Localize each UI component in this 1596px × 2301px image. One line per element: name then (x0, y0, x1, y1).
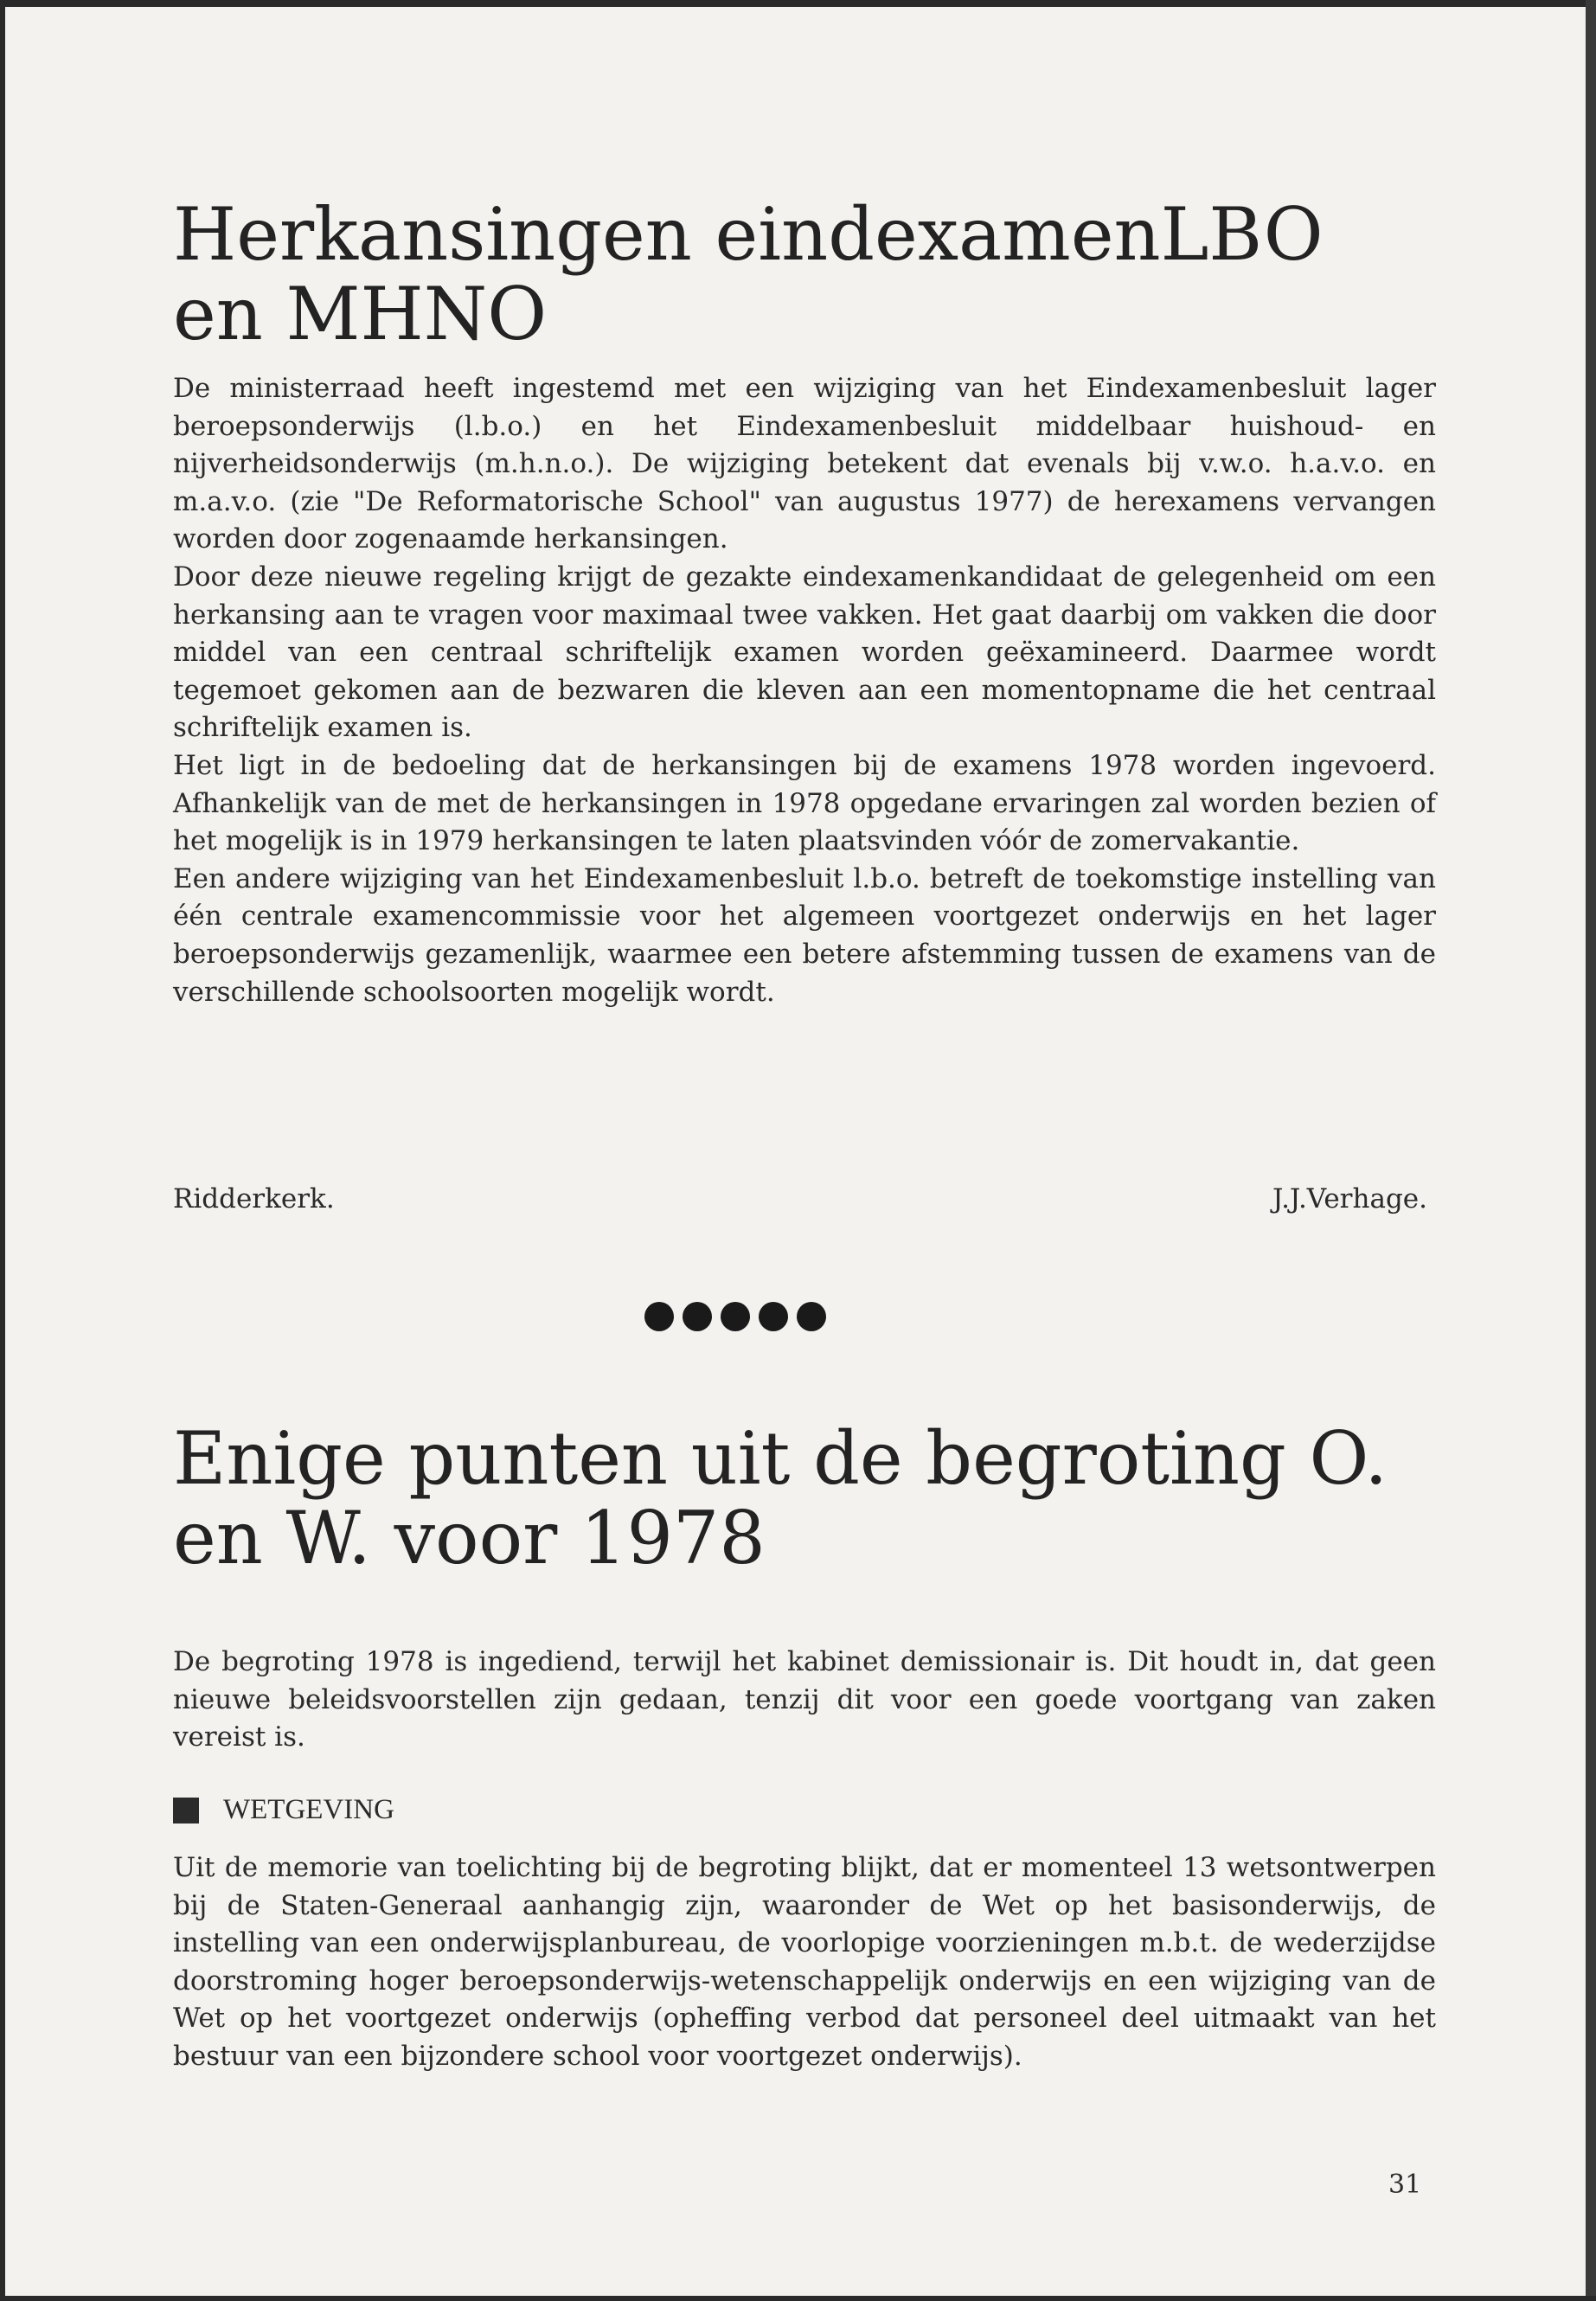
page-number: 31 (1388, 2170, 1422, 2200)
article-1-paragraph: Het ligt in de bedoeling dat de herkansingen bij de examens 1978 worden ingevoerd. Afhankelijk van de met de herkansingen in 1978 opgedane ervaringen zal worden bezien of het mogelijk is in 1979 herkansingen te laten plaatsvinden vóór de zomervakantie. (173, 749, 1436, 857)
page-border-left (0, 0, 5, 2301)
article-1-author: J.J.Verhage. (1272, 1183, 1427, 1215)
article-2-title: Enige punten uit de begroting O. en W. voor 1978 (173, 1416, 1388, 1580)
article-2-section-body (173, 1849, 1436, 2076)
article-1-body (173, 370, 1436, 1011)
article-2-intro (173, 1644, 1436, 1757)
article-2-section-text: Uit de memorie van toelichting bij de begroting blijkt, dat er momenteel 13 wetsontwerpen bij de Staten-Generaal aanhangig zijn, waaronder de Wet op het basisonderwijs, de instelling van een onderwijsplanbureau, de voorlopige voorzieningen m.b.t. de wederzijdse doorstroming hoger beroepsonderwijs-wetenschappelijk onderwijs en een wijziging van de Wet op het voortgezet onderwijs (opheffing verbod dat personeel deel uitmaakt van het bestuur van een bijzondere school voor voortgezet onderwijs). (173, 1852, 1436, 2072)
article-1-paragraph: Door deze nieuwe regeling krijgt de gezakte eindexamenkandidaat de gelegenheid om een herkansing aan te vragen voor maximaal twee vakken. Het gaat daarbij om vakken die door middel van een centraal schriftelijk examen worden geëxamineerd. Daarmee wordt tegemoet gekomen aan de bezwaren die kleven aan een momentopname die het centraal schriftelijk examen is. (173, 561, 1436, 744)
page-border-right (1586, 0, 1596, 2301)
square-bullet-icon (173, 1798, 199, 1823)
separator-dot (721, 1302, 750, 1331)
page-border-top (0, 0, 1596, 7)
article-1-signoff (173, 1183, 1427, 1215)
section-separator-dots (644, 1302, 826, 1331)
section-label: WETGEVING (223, 1794, 394, 1825)
article-1-title: Herkansingen eindexamenLBO en MHNO (173, 192, 1324, 356)
separator-dot (644, 1302, 674, 1331)
article-2-intro-text: De begroting 1978 is ingediend, terwijl het kabinet demissionair is. Dit houdt in, dat geen nieuwe beleidsvoorstellen zijn gedaan, tenzij dit voor een goede voortgang van zaken vereist is. (173, 1646, 1436, 1753)
article-1-place: Ridderkerk. (173, 1183, 335, 1215)
separator-dot (759, 1302, 788, 1331)
separator-dot (683, 1302, 712, 1331)
section-heading-wetgeving (173, 1794, 394, 1826)
page-border-bottom (0, 2296, 1596, 2301)
article-1-paragraph: De ministerraad heeft ingestemd met een wijziging van het Eindexamenbesluit lager beroepsonderwijs (l.b.o.) en het Eindexamenbesluit middelbaar huishoud- en nijverheidsonderwijs (m.h.n.o.). De wijziging betekent dat evenals bij v.w.o. h.a.v.o. en m.a.v.o. (zie "De Reformatorische School" van augustus 1977) de herexamens vervangen worden door zogenaamde herkansingen. (173, 373, 1436, 555)
separator-dot (797, 1302, 826, 1331)
article-1-paragraph: Een andere wijziging van het Eindexamenbesluit l.b.o. betreft de toekomstige instelling van één centrale examencommissie voor het algemeen voortgezet onderwijs en het lager beroepsonderwijs gezamenlijk, waarmee een betere afstemming tussen de examens van de verschillende schoolsoorten mogelijk wordt. (173, 862, 1436, 1008)
